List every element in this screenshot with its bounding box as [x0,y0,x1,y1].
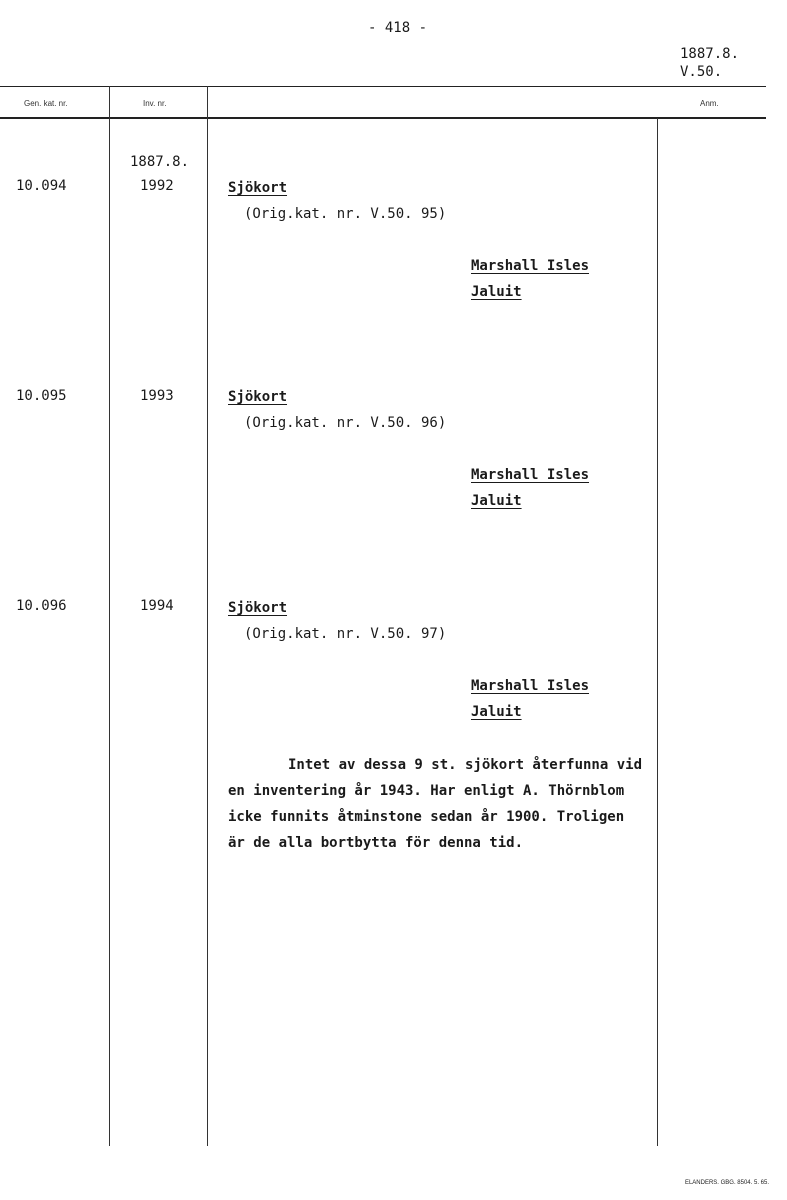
column-divider-3 [657,118,658,1146]
entry-gen-kat-nr: 10.096 [16,598,67,614]
closing-note [228,752,668,856]
entry-title: Sjökort [228,600,288,616]
entry-orig-cat: (Orig.kat. nr. V.50. 97) [244,626,447,642]
entry-place-2: Jaluit [471,284,522,300]
column-header-inv: Inv. nr. [143,99,167,108]
entry-gen-kat-nr: 10.095 [16,388,67,404]
header-right-line2: V.50. [680,64,723,80]
inv-group-header: 1887.8. [130,154,190,170]
column-header-anm: Anm. [700,99,719,108]
note-line: en inventering år 1943. Har enligt A. Thörnblom [228,783,625,799]
header-bottom-rule [0,117,766,119]
column-divider-2 [207,86,208,1146]
printer-footer: ELANDERS. GBG. 8504. 5. 65. [684,1180,769,1186]
entry-place-1: Marshall Isles [471,258,590,274]
entry-place-1: Marshall Isles [471,678,590,694]
header-right-line1: 1887.8. [680,46,740,62]
entry-title: Sjökort [228,389,288,405]
column-header-gen-kat: Gen. kat. nr. [24,99,68,108]
note-line [228,752,668,778]
entry-place-1: Marshall Isles [471,467,590,483]
entry-place-2: Jaluit [471,493,522,509]
page-number: - 418 - [368,20,428,36]
header-top-rule [0,86,766,87]
note-line: är de alla bortbytta för denna tid. [228,835,524,851]
entry-orig-cat: (Orig.kat. nr. V.50. 95) [244,206,447,222]
entry-orig-cat: (Orig.kat. nr. V.50. 96) [244,415,447,431]
entry-place-2: Jaluit [471,704,522,720]
entry-inv-nr: 1993 [140,388,174,404]
entry-inv-nr: 1992 [140,178,174,194]
entry-title: Sjökort [228,180,288,196]
entry-gen-kat-nr: 10.094 [16,178,67,194]
note-line: icke funnits åtminstone sedan år 1900. Troligen [228,809,625,825]
column-divider-1 [109,86,110,1146]
note-line-text: Intet av dessa 9 st. sjökort återfunna vid [288,757,643,773]
entry-inv-nr: 1994 [140,598,174,614]
